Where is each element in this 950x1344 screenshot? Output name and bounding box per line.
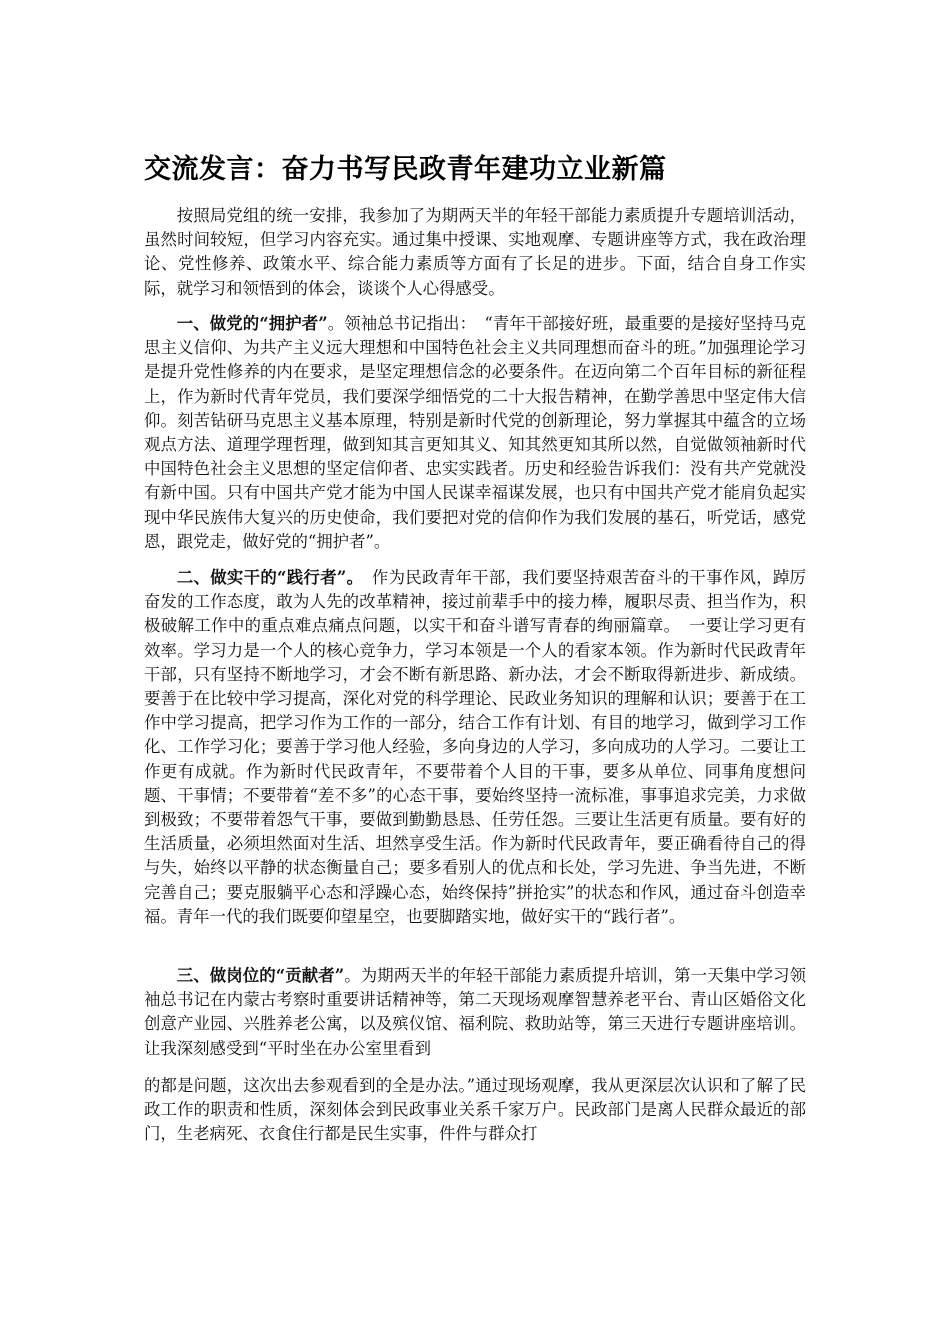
section-3-body: 。为期两天半的年轻干部能力素质提升培训，第一天集中学习领袖总书记在内蒙古考察时重要讲话精神等，第二天现场观摩智慧养老平台、青山区婚俗文化创意产业园、兴胜养老公寓，以及殡仪馆、福利院、救助站等，第三天进行专题讲座培训。让我深刻感受到“平时坐在办公室里看到 bbox=[144, 966, 807, 1058]
section-2-heading: 二、做实干的“践行者”。 bbox=[176, 568, 356, 587]
section-2-paragraph bbox=[144, 566, 806, 929]
section-3-continuation: 的都是问题，这次出去参观看到的全是办法。”通过现场观摩，我从更深层次认识和了解了民政工作的职责和性质，深刻体会到民政事业关系千家万户。民政部门是离人民群众最近的部门，生老病死、衣食住行都是民生实事，件件与群众打 bbox=[144, 1076, 806, 1144]
section-1-heading: 一、做党的“拥护者” bbox=[176, 314, 328, 333]
section-3-heading: 三、做岗位的“贡献者” bbox=[176, 966, 345, 985]
section-3-paragraph bbox=[144, 964, 806, 1061]
document-title: 交流发言：奋力书写民政青年建功立业新篇 bbox=[144, 154, 667, 185]
intro-paragraph: 按照局党组的统一安排，我参加了为期两天半的年轻干部能力素质提升专题培训活动，虽然时间较短，但学习内容充实。通过集中授课、实地观摩、专题讲座等方式，我在政治理论、党性修养、政策水平、综合能力素质等方面有了长足的进步。下面，结合自身工作实际，就学习和领悟到的体会，谈谈个人心得感受。 bbox=[144, 206, 806, 298]
section-1-body: 。领袖总书记指出： “青年干部接好班，最重要的是接好坚持马克思主义信仰、为共产主义远大理想和中国特色社会主义共同理想而奋斗的班。”加强理论学习是提升党性修养的内在要求，是坚定理想信念的必要条件。在迈向第二个百年目标的新征程上，作为新时代青年党员，我们要深学细悟党的二十大报告精神，在勤学善思中坚定伟大信仰。刻苦钻研马克思主义基本原理，特别是新时代党的创新理论，努力掌握其中蕴含的立场观点方法、道理学理哲理，做到知其言更知其义、知其然更知其所以然，自觉做领袖新时代中国特色社会主义思想的坚定信仰者、忠实实践者。历史和经验告诉我们：没有共产党就没有新中国。只有中国共产党才能为中国人民谋幸福谋发展，也只有中国共产党才能肩负起实现中华民族伟大复兴的历史使命，我们要把对党的信仰作为我们发展的基石，听党话，感党恩，跟党走，做好党的“拥护者”。 bbox=[144, 314, 806, 551]
section-1-paragraph bbox=[144, 312, 806, 554]
section-2-body: 作为民政青年干部，我们要坚持艰苦奋斗的干事作风，踔厉奋发的工作态度，敢为人先的改革精神，接过前辈手中的接力棒，履职尽责、担当作为，积极破解工作中的重点难点痛点问题，以实干和奋斗谱写青春的绚丽篇章。 一要让学习更有效率。学习力是一个人的核心竞争力，学习本领是一个人的看家本领。作为新时代民政青年干部，只有坚持不断地学习，才会不断有新思路、新办法，才会不断取得新进步、新成绩。要善于在比较中学习提高，深化对党的科学理论、民政业务知识的理解和认识；要善于在工作中学习提高，把学习作为工作的一部分，结合工作有计划、有目的地学习，做到学习工作化、工作学习化；要善于学习他人经验，多向身边的人学习，多向成功的人学习。二要让工作更有成就。作为新时代民政青年，不要带着个人目的干事，要多从单位、同事角度想问题、干事情；不要带着“差不多”的心态干事，要始终坚持一流标准，事事追求完美，力求做到极致；不要带着怨气干事，要做到勤勤恳恳、任劳任怨。三要让生活更有质量。要有好的生活质量，必须坦然面对生活、坦然享受生活。作为新时代民政青年，要正确看待自己的得与失，始终以平静的状态衡量自己；要多看别人的优点和长处，学习先进、争当先进，不断完善自己；要克服躺平心态和浮躁心态，始终保持”拼抢实”的状态和作风，通过奋斗创造幸福。青年一代的我们既要仰望星空，也要脚踏实地，做好实干的“践行者”。 bbox=[144, 568, 807, 926]
